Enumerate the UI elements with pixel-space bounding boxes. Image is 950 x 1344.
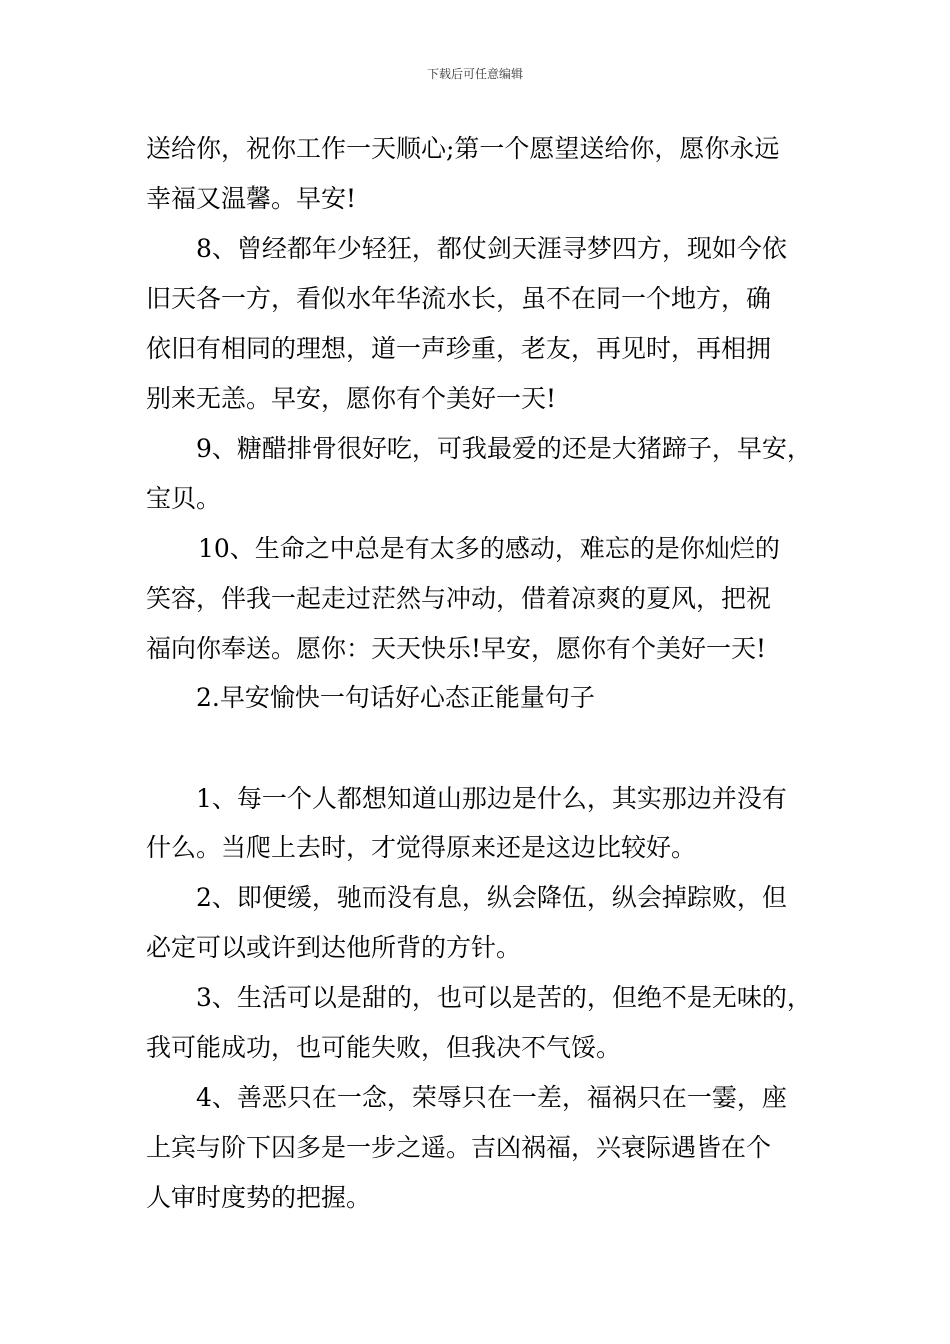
paragraph-line: 2、即便缓，驰而没有息，纵会降伍，纵会掉踪败，但 — [196, 883, 787, 912]
paragraph-line: 1、每一个人都想知道山那边是什么，其实那边并没有 — [196, 784, 787, 813]
paragraph-line: 3、生活可以是甜的，也可以是苦的，但绝不是无味的， — [196, 983, 812, 1012]
paragraph-line: 依旧有相同的理想，道一声珍重，老友，再见时，再相拥 — [146, 334, 772, 363]
paragraph-line: 福向你奉送。愿你：天天快乐!早安，愿你有个美好一天! — [146, 634, 767, 663]
paragraph-line: 4、善恶只在一念，荣辱只在一差，福祸只在一霎，座 — [196, 1083, 787, 1112]
paragraph-line: 别来无恙。早安，愿你有个美好一天! — [146, 384, 557, 413]
paragraph-line: 什么。当爬上去时，才觉得原来还是这边比较好。 — [146, 833, 697, 862]
paragraph-line: 送给你，祝你工作一天顺心;第一个愿望送给你，愿你永远 — [146, 134, 780, 163]
paragraph-line: 8、曾经都年少轻狂，都仗剑天涯寻梦四方，现如今依 — [196, 234, 787, 263]
section-heading: 2.早安愉快一句话好心态正能量句子 — [196, 683, 595, 712]
page-header-note: 下载后可任意编辑 — [426, 67, 523, 81]
paragraph-line: 我可能成功，也可能失败，但我决不气馁。 — [146, 1033, 622, 1062]
paragraph-line: 10、生命之中总是有太多的感动，难忘的是你灿烂的 — [198, 534, 780, 563]
paragraph-line: 上宾与阶下囚多是一步之遥。吉凶祸福，兴衰际遇皆在个 — [146, 1133, 772, 1162]
paragraph-line: 旧天各一方，看似水年华流水长，虽不在同一个地方，确 — [146, 284, 772, 313]
paragraph-line: 9、糖醋排骨很好吃，可我最爱的还是大猪蹄子，早安， — [196, 434, 812, 463]
paragraph-line: 幸福又温馨。早安! — [146, 184, 357, 213]
paragraph-line: 人审时度势的把握。 — [146, 1183, 372, 1212]
paragraph-line: 宝贝。 — [146, 484, 222, 513]
paragraph-line: 笑容，伴我一起走过茫然与冲动，借着凉爽的夏风，把祝 — [146, 584, 772, 613]
paragraph-line: 必定可以或许到达他所背的方针。 — [146, 933, 522, 962]
